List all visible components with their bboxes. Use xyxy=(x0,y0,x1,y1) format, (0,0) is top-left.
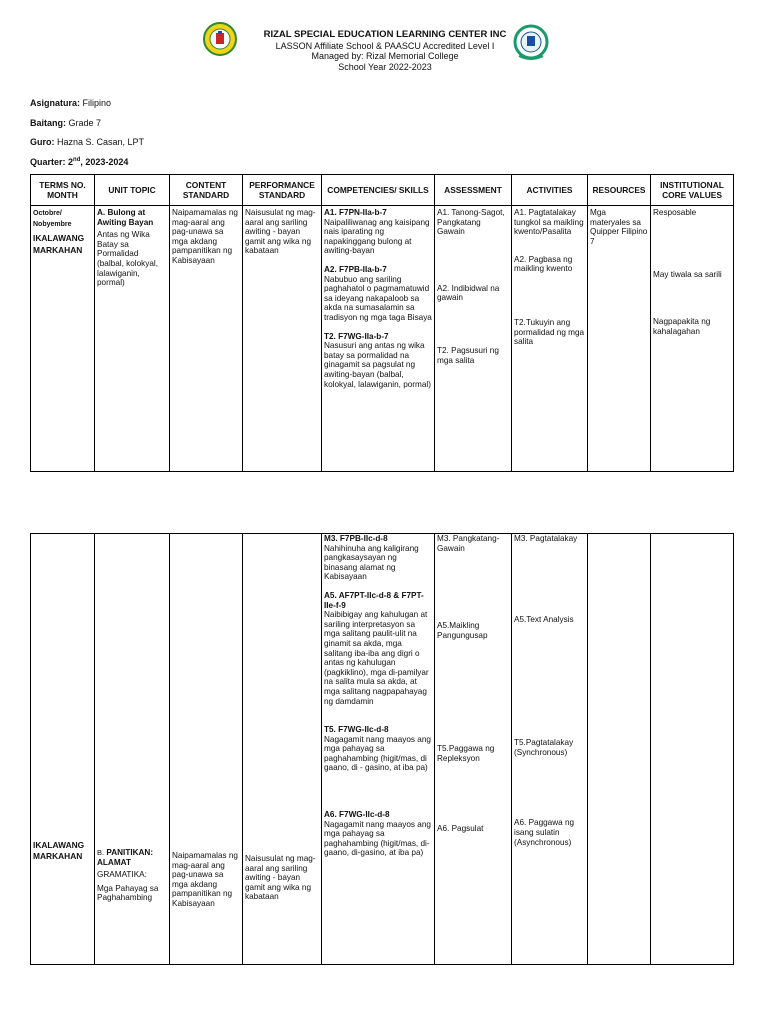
col-header-competencies: COMPETENCIES/ SKILLS xyxy=(322,175,435,206)
col-header-assessment: ASSESSMENT xyxy=(435,175,512,206)
term-cell xyxy=(31,206,95,472)
col-header-performance: PERFORMANCE STANDARD xyxy=(243,175,322,206)
subject-value: Filipino xyxy=(82,98,112,108)
content-standard-cell: Naipamamalas ng mag-aaral ang pag-unawa sa mga akdang pampanitikan ng Kabisayaan xyxy=(170,206,243,472)
grade-line xyxy=(30,118,101,128)
activity-item: M3. Pagtatalakay xyxy=(514,534,578,543)
competency-item: A1. F7PN-IIa-b-7 Naipaliliwanag ang kaisipang nais iparating ng napakinggang bulong at awiting-bayan xyxy=(324,208,430,256)
col-header-resources: RESOURCES xyxy=(588,175,651,206)
managed-by: Managed by: Rizal Memorial College xyxy=(311,51,459,61)
performance-standard-cell: Naisusulat ng mag-aaral ang sariling awiting - bayan gamit ang wika ng kabataan xyxy=(243,206,322,472)
competency-item: M3. F7PB-IIc-d-8 Nahihinuha ang kaligirang pangkasaysayan ng binasang alamat ng Kabisayaan xyxy=(324,534,419,582)
activity-item: A2. Pagbasa ng maikling kwento xyxy=(514,254,573,274)
col-header-unit: UNIT TOPIC xyxy=(95,175,170,206)
assessment-item: M3. Pangkatang-Gawain xyxy=(437,534,500,553)
competencies-cell xyxy=(322,206,435,472)
competency-item: T5. F7WG-IIc-d-8 Nagagamit nang maayos ang mga pahayag sa paghahambing (higit/mas, di gaano, di - gasino, at iba pa) xyxy=(324,725,431,773)
content-standard-cell: Naipamamalas ng mag-aaral ang pag-unawa sa mga akdang pampanitikan ng Kabisayaan xyxy=(170,534,243,965)
col-header-core-values: INSTITUTIONAL CORE VALUES xyxy=(651,175,734,206)
assessment-item: T2. Pagsusuri ng mga salita xyxy=(437,345,499,365)
competencies-cell xyxy=(322,534,435,965)
activity-item: A5.Text Analysis xyxy=(514,614,574,624)
quarter-line xyxy=(30,157,128,167)
unit-cell xyxy=(95,206,170,472)
quarter-label: Quarter: xyxy=(30,157,66,167)
unit-grammar: GRAMATIKA: xyxy=(97,870,147,880)
competency-item: A6. F7WG-IIc-d-8 Nagagamit nang maayos ang mga pahayag sa paghahambing (higit/mas, di-gaano, di-gasino, at iba pa) xyxy=(324,810,431,858)
activity-item: T2.Tukuyin ang pormalidad ng mga salita xyxy=(514,317,585,347)
resources-cell xyxy=(588,534,651,965)
competency-item: A5. AF7PT-IIc-d-8 & F7PT-IIe-f-9 Naibibigay ang kahulugan at sariling interpretasyon sa mga salitang paulit-ulit na ginamit sa akda, mga salitang iba-iba ang digri o antas ng kahulugan (pagkiklino), mga di-pamilyar na salita mula sa akda, at mga salitang nagpapahayag ng damdamin xyxy=(324,590,429,706)
competency-item: T2. F7WG-IIa-b-7 Nasusuri ang antas ng wika batay sa pormalidad na ginagamit sa pagsulat ng awiting-bayan (balbal, kolokyal, lalawiganin, pormal) xyxy=(324,331,431,389)
assessment-item: A6. Pagsulat xyxy=(437,823,484,833)
activity-item: A1. Pagtatalakay tungkol sa maikling kwento/Pasalita xyxy=(514,208,584,237)
unit-title: B. PANITIKAN: ALAMAT xyxy=(97,848,154,867)
school-year: School Year 2022-2023 xyxy=(338,61,432,72)
competency-item: A2. F7PB-IIa-b-7 Nabubuo ang sariling paghahatol o pagmamatuwid sa ideyang nakapaloob sa akda na sumasalamin sa tradisyon ng mga taga Bisaya xyxy=(324,264,432,322)
activities-cell xyxy=(512,206,588,472)
unit-body: Mga Pahayag sa Paghahambing xyxy=(97,883,159,903)
core-value-item: May tiwala sa sarili xyxy=(653,269,722,279)
table-header-row xyxy=(31,175,734,206)
activities-cell xyxy=(512,534,588,965)
teacher-line xyxy=(30,137,144,147)
unit-title: A. Bulong at Awiting Bayan xyxy=(97,208,154,227)
unit-cell xyxy=(95,534,170,965)
assessment-item: T5.Paggawa ng Repleksyon xyxy=(437,744,495,763)
term-cell xyxy=(31,534,95,965)
table-row xyxy=(31,534,734,965)
assessment-item: A2. Indibidwal na gawain xyxy=(437,283,500,303)
activity-item: T5.Pagtatalakay (Synchronous) xyxy=(514,738,574,757)
unit-body: Antas ng Wika Batay sa Pormalidad (balbal, kolokyal, lalawiganin, pormal) xyxy=(97,230,158,288)
col-header-content: CONTENT STANDARD xyxy=(170,175,243,206)
letterhead xyxy=(240,30,530,72)
core-values-cell xyxy=(651,534,734,965)
curriculum-table-1 xyxy=(30,174,734,472)
assessment-item: A1. Tanong-Sagot, Pangkatang Gawain xyxy=(437,208,505,237)
assessment-cell xyxy=(435,206,512,472)
table-row xyxy=(31,206,734,472)
grade-value: Grade 7 xyxy=(68,118,102,128)
teacher-value: Hazna S. Casan, LPT xyxy=(57,137,145,147)
school-affiliation: LASSON Affiliate School & PAASCU Accredited Level I xyxy=(275,40,495,51)
grade-label: Baitang: xyxy=(30,118,66,128)
term-name: IKALAWANG MARKAHAN xyxy=(33,233,85,255)
term-month: Octobre/ Nobyembre xyxy=(33,210,72,228)
curriculum-table-2 xyxy=(30,533,734,965)
quarter-number: 2nd, 2023-2024 xyxy=(68,157,129,167)
performance-standard-cell: Naisusulat ng mag-aaral ang sariling awiting - bayan gamit ang wika ng kabataan xyxy=(243,534,322,965)
school-seal-left xyxy=(203,22,237,56)
core-value-item: Resposable xyxy=(653,208,697,217)
assessment-item: A5.Maikling Pangungusap xyxy=(437,621,488,640)
term-name: IKALAWANG MARKAHAN xyxy=(33,840,85,861)
activity-item: A6. Paggawa ng isang sulatin (Asynchronous) xyxy=(514,818,575,847)
subject-line xyxy=(30,98,111,108)
core-value-item: Nagpapakita ng kahalagahan xyxy=(653,317,711,336)
resources-cell: Mga materyales sa Quipper Filipino 7 xyxy=(588,206,651,472)
school-name: RIZAL SPECIAL EDUCATION LEARNING CENTER INC xyxy=(263,29,507,40)
col-header-terms: TERMS NO. MONTH xyxy=(31,175,95,206)
assessment-cell xyxy=(435,534,512,965)
subject-label: Asignatura: xyxy=(30,98,81,108)
col-header-activities: ACTIVITIES xyxy=(512,175,588,206)
core-values-cell xyxy=(651,206,734,472)
teacher-label: Guro: xyxy=(30,137,55,147)
